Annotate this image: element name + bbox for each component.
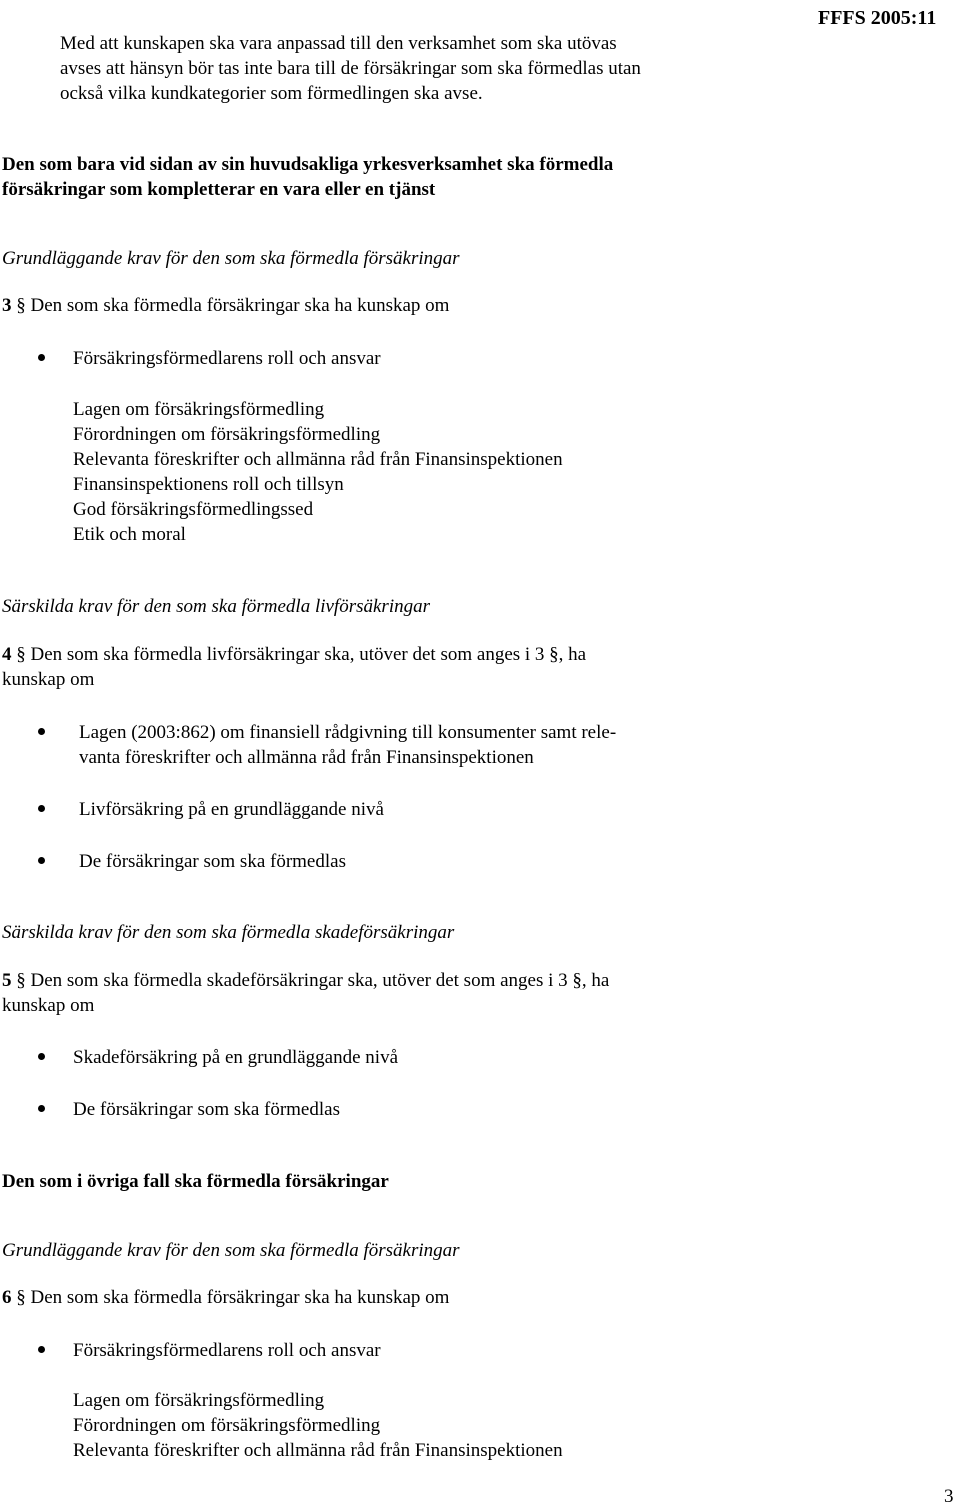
intro-paragraph [60, 31, 641, 106]
paragraph-text: Den som ska förmedla försäkringar ska ha kunskap om [30, 1287, 450, 1308]
paragraph-4 [2, 642, 736, 692]
list-line: Etik och moral [73, 524, 186, 545]
document-id: FFFS 2005:11 [818, 7, 937, 29]
section-symbol: § [16, 295, 26, 316]
bullet-icon [38, 728, 45, 735]
list-item: Försäkringsförmedlarens roll och ansvar [73, 348, 381, 369]
list-item: Livförsäkring på en grundläggande nivå [79, 799, 384, 820]
list-line: Lagen om försäkringsförmedling [73, 399, 325, 420]
paragraph-5 [2, 968, 736, 1018]
section-heading [2, 152, 613, 202]
subheading: Särskilda krav för den som ska förmedla skadeförsäkringar [2, 922, 455, 943]
bullet-icon [38, 805, 45, 812]
paragraph-text: Den som ska förmedla livförsäkringar ska, utöver det som anges i 3 §, ha [30, 644, 587, 665]
paragraph-text: Den som ska förmedla försäkringar ska ha kunskap om [30, 295, 450, 316]
paragraph-line: kunskap om [2, 669, 95, 690]
section-symbol: § [16, 644, 26, 665]
list-item: De försäkringar som ska förmedlas [73, 1099, 340, 1120]
subheading: Grundläggande krav för den som ska förmedla försäkringar [2, 248, 460, 269]
heading-line: försäkringar som kompletterar en vara eller en tjänst [2, 179, 436, 200]
paragraph-6 [2, 1285, 449, 1310]
sub-list [73, 397, 563, 547]
intro-line: Med att kunskapen ska vara anpassad till den verksamhet som ska utövas [60, 33, 617, 54]
list-item: De försäkringar som ska förmedlas [79, 851, 346, 872]
paragraph-line [2, 642, 736, 667]
paragraph-number: 3 [2, 295, 12, 316]
paragraph-number: 5 [2, 970, 12, 991]
sub-list [73, 1388, 563, 1463]
intro-line: avses att hänsyn bör tas inte bara till de försäkringar som ska förmedlas utan [60, 58, 641, 79]
section-symbol: § [16, 1287, 26, 1308]
list-line: Relevanta föreskrifter och allmänna råd från Finansinspektionen [73, 1440, 563, 1461]
bullet-icon [38, 354, 45, 361]
section-heading: Den som i övriga fall ska förmedla försäkringar [2, 1171, 389, 1192]
page-number: 3 [944, 1486, 954, 1507]
paragraph-line [2, 968, 736, 993]
bullet-icon [38, 1105, 45, 1112]
list-line: Lagen (2003:862) om finansiell rådgivning till konsumenter samt rele- [79, 722, 617, 743]
list-line: vanta föreskrifter och allmänna råd från Finansinspektionen [79, 747, 534, 768]
bullet-icon [38, 1053, 45, 1060]
bullet-icon [38, 857, 45, 864]
list-item [79, 720, 736, 770]
bullet-icon [38, 1346, 45, 1353]
paragraph-line: kunskap om [2, 995, 95, 1016]
list-line: Lagen om försäkringsförmedling [73, 1390, 325, 1411]
list-line: God försäkringsförmedlingssed [73, 499, 314, 520]
list-line: Förordningen om försäkringsförmedling [73, 424, 381, 445]
list-line: Förordningen om försäkringsförmedling [73, 1415, 381, 1436]
intro-line: också vilka kundkategorier som förmedlingen ska avse. [60, 83, 483, 104]
paragraph-number: 6 [2, 1287, 12, 1308]
list-line: Relevanta föreskrifter och allmänna råd från Finansinspektionen [73, 449, 563, 470]
list-item: Försäkringsförmedlarens roll och ansvar [73, 1340, 381, 1361]
heading-line: Den som bara vid sidan av sin huvudsakliga yrkesverksamhet ska förmedla [2, 154, 614, 175]
paragraph-text: Den som ska förmedla skadeförsäkringar ska, utöver det som anges i 3 §, ha [30, 970, 610, 991]
section-symbol: § [16, 970, 26, 991]
subheading: Särskilda krav för den som ska förmedla livförsäkringar [2, 596, 431, 617]
paragraph-3 [2, 293, 449, 318]
paragraph-number: 4 [2, 644, 12, 665]
subheading: Grundläggande krav för den som ska förmedla försäkringar [2, 1240, 460, 1261]
list-item: Skadeförsäkring på en grundläggande nivå [73, 1047, 399, 1068]
list-line: Finansinspektionens roll och tillsyn [73, 474, 344, 495]
